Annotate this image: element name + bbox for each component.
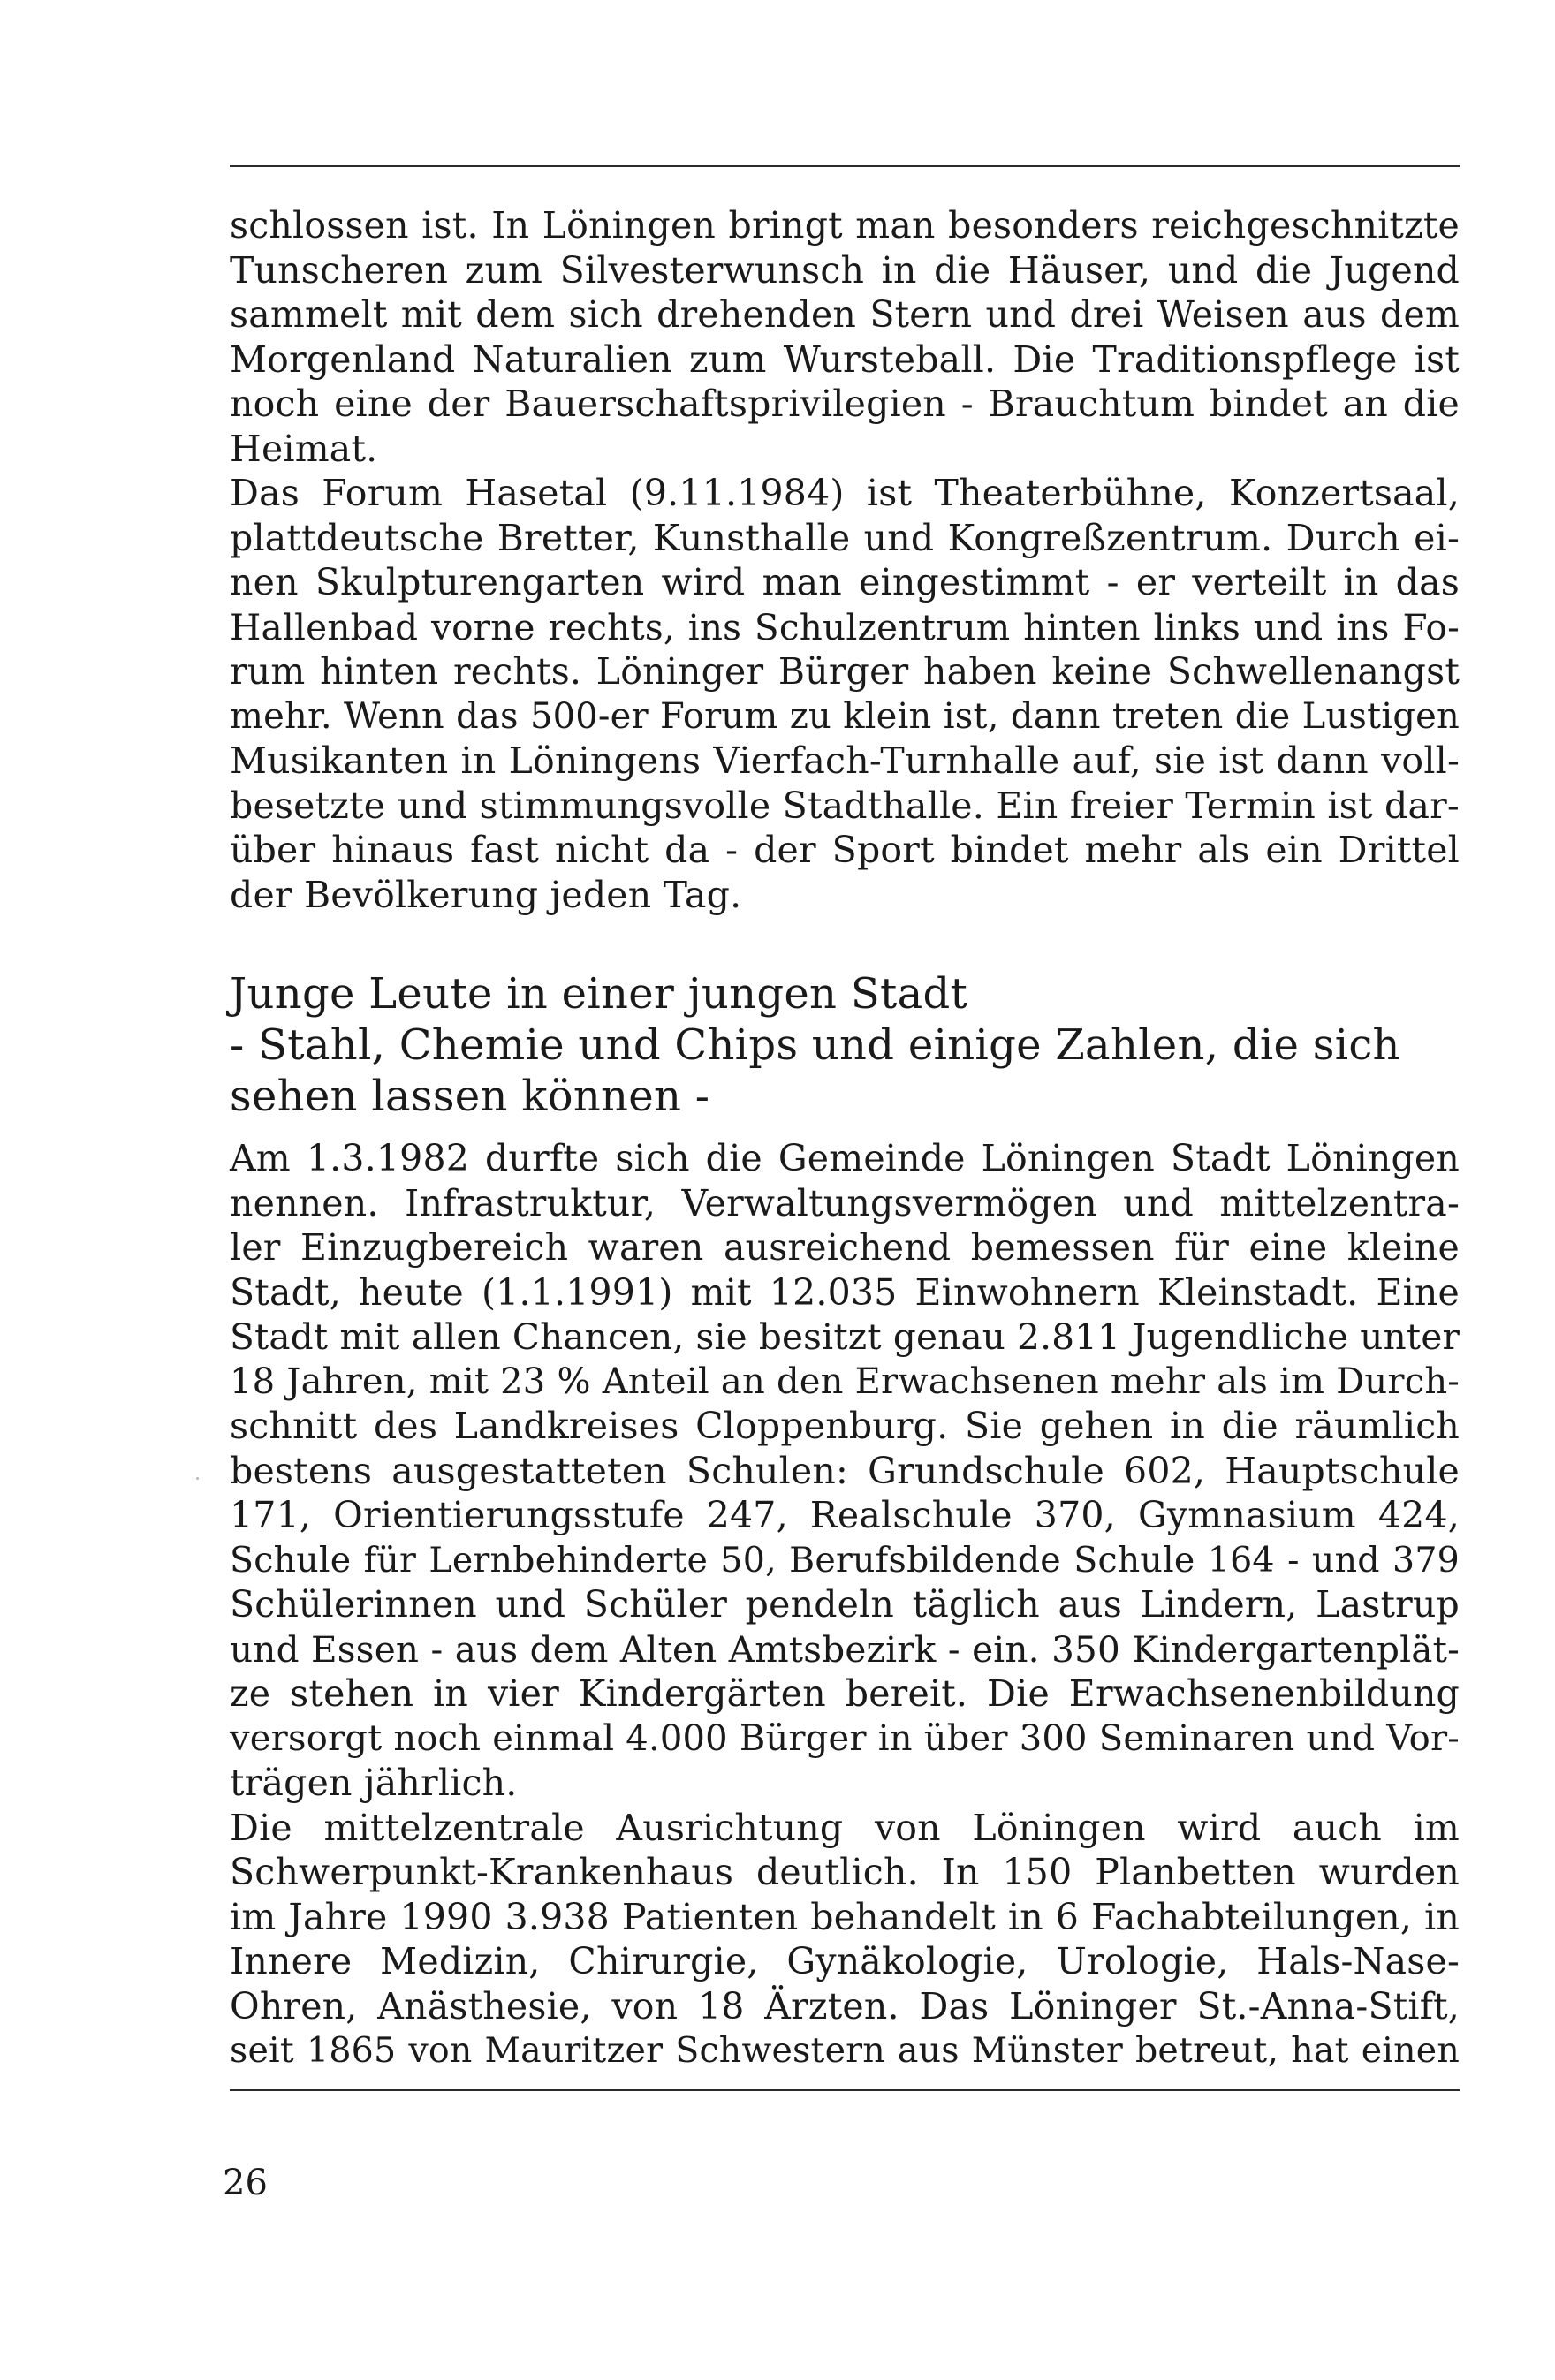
text-line: Schülerinnen und Schüler pendeln täglich aus Lindern, Lastrup	[230, 1583, 1460, 1626]
text-line: Stadt mit allen Chancen, sie besitzt genau 2.811 Jugendliche unter	[230, 1315, 1460, 1358]
text-line: Hallenbad vorne rechts, ins Schulzentrum hinten links und ins Fo-	[230, 605, 1460, 648]
text-line: Die mittelzentrale Ausrichtung von Löningen wird auch im	[230, 1806, 1460, 1849]
text-line: Morgenland Naturalien zum Wursteball. Die Traditionspflege ist	[230, 337, 1460, 381]
text-line: Das Forum Hasetal (9.11.1984) ist Theaterbühne, Konzertsaal,	[230, 472, 1460, 514]
margin-speck	[196, 1477, 199, 1480]
text-line: plattdeutsche Bretter, Kunsthalle und Kongreßzentrum. Durch ei-	[230, 516, 1460, 559]
heading-line: sehen lassen können -	[230, 1072, 710, 1121]
text-line: Stadt, heute (1.1.1991) mit 12.035 Einwohnern Kleinstadt. Eine	[230, 1270, 1460, 1314]
text-line: seit 1865 von Mauritzer Schwestern aus Münster betreut, hat einen	[230, 2030, 1460, 2071]
text-line: 171, Orientierungsstufe 247, Realschule 370, Gymnasium 424,	[230, 1494, 1460, 1536]
text-line: und Essen - aus dem Alten Amtsbezirk - ein. 350 Kindergartenplät-	[230, 1627, 1460, 1671]
text-line: noch eine der Bauerschaftsprivilegien - Brauchtum bindet an die	[230, 383, 1460, 425]
text-line: im Jahre 1990 3.938 Patienten behandelt in 6 Fachabteilungen, in	[230, 1895, 1460, 1938]
text-line: rum hinten rechts. Löninger Bürger haben keine Schwellenangst	[230, 650, 1460, 693]
top-rule	[230, 165, 1460, 167]
text-line: schlossen ist. In Löningen bringt man besonders reichgeschnitzte	[230, 204, 1460, 246]
text-line: Heimat.	[230, 427, 378, 470]
text-line: sammelt mit dem sich drehenden Stern und drei Weisen aus dem	[230, 293, 1460, 336]
section-heading	[230, 968, 1460, 1122]
heading-line: - Stahl, Chemie und Chips und einige Zahlen, die sich	[230, 1020, 1400, 1070]
text-line: Am 1.3.1982 durfte sich die Gemeinde Löningen Stadt Löningen	[230, 1137, 1460, 1179]
text-line: Tunscheren zum Silvesterwunsch in die Häuser, und die Jugend	[230, 248, 1460, 292]
page-number: 26	[223, 2163, 268, 2203]
text-line: Musikanten in Löningens Vierfach-Turnhalle auf, sie ist dann voll-	[230, 739, 1460, 782]
text-line: mehr. Wenn das 500-er Forum zu klein ist, dann treten die Lustigen	[230, 695, 1460, 737]
text-line: ze stehen in vier Kindergärten bereit. Die Erwachsenenbildung	[230, 1672, 1460, 1715]
text-line: Schwerpunkt-Krankenhaus deutlich. In 150 Planbetten wurden	[230, 1851, 1460, 1893]
text-line: 18 Jahren, mit 23 % Anteil an den Erwachsenen mehr als im Durch-	[230, 1361, 1460, 1402]
text-line: versorgt noch einmal 4.000 Bürger in über 300 Seminaren und Vor-	[230, 1717, 1460, 1759]
bottom-rule	[230, 2089, 1460, 2091]
text-line: der Bevölkerung jeden Tag.	[230, 873, 742, 916]
text-line: nen Skulpturengarten wird man eingestimmt - er verteilt in das	[230, 561, 1460, 603]
text-line: nennen. Infrastruktur, Verwaltungsvermögen und mittelzentra-	[230, 1181, 1460, 1224]
text-line: besetzte und stimmungsvolle Stadthalle. Ein freier Termin ist dar-	[230, 784, 1460, 827]
text-block-bottom	[230, 1136, 1460, 2073]
heading-line: Junge Leute in einer jungen Stadt	[230, 969, 968, 1019]
text-line: trägen jährlich.	[230, 1762, 518, 1804]
text-line: Schule für Lernbehinderte 50, Berufsbildende Schule 164 - und 379	[230, 1539, 1460, 1580]
text-line: über hinaus fast nicht da - der Sport bindet mehr als ein Drittel	[230, 829, 1460, 871]
text-line: Ohren, Anästhesie, von 18 Ärzten. Das Löninger St.-Anna-Stift,	[230, 1984, 1460, 2028]
text-line: ler Einzugbereich waren ausreichend bemessen für eine kleine	[230, 1226, 1460, 1269]
text-line: bestens ausgestatteten Schulen: Grundschule 602, Hauptschule	[230, 1449, 1460, 1492]
text-line: Innere Medizin, Chirurgie, Gynäkologie, Urologie, Hals-Nase-	[230, 1940, 1460, 1982]
text-line: schnitt des Landkreises Cloppenburg. Sie gehen in die räumlich	[230, 1405, 1460, 1447]
text-block-top	[230, 203, 1460, 917]
